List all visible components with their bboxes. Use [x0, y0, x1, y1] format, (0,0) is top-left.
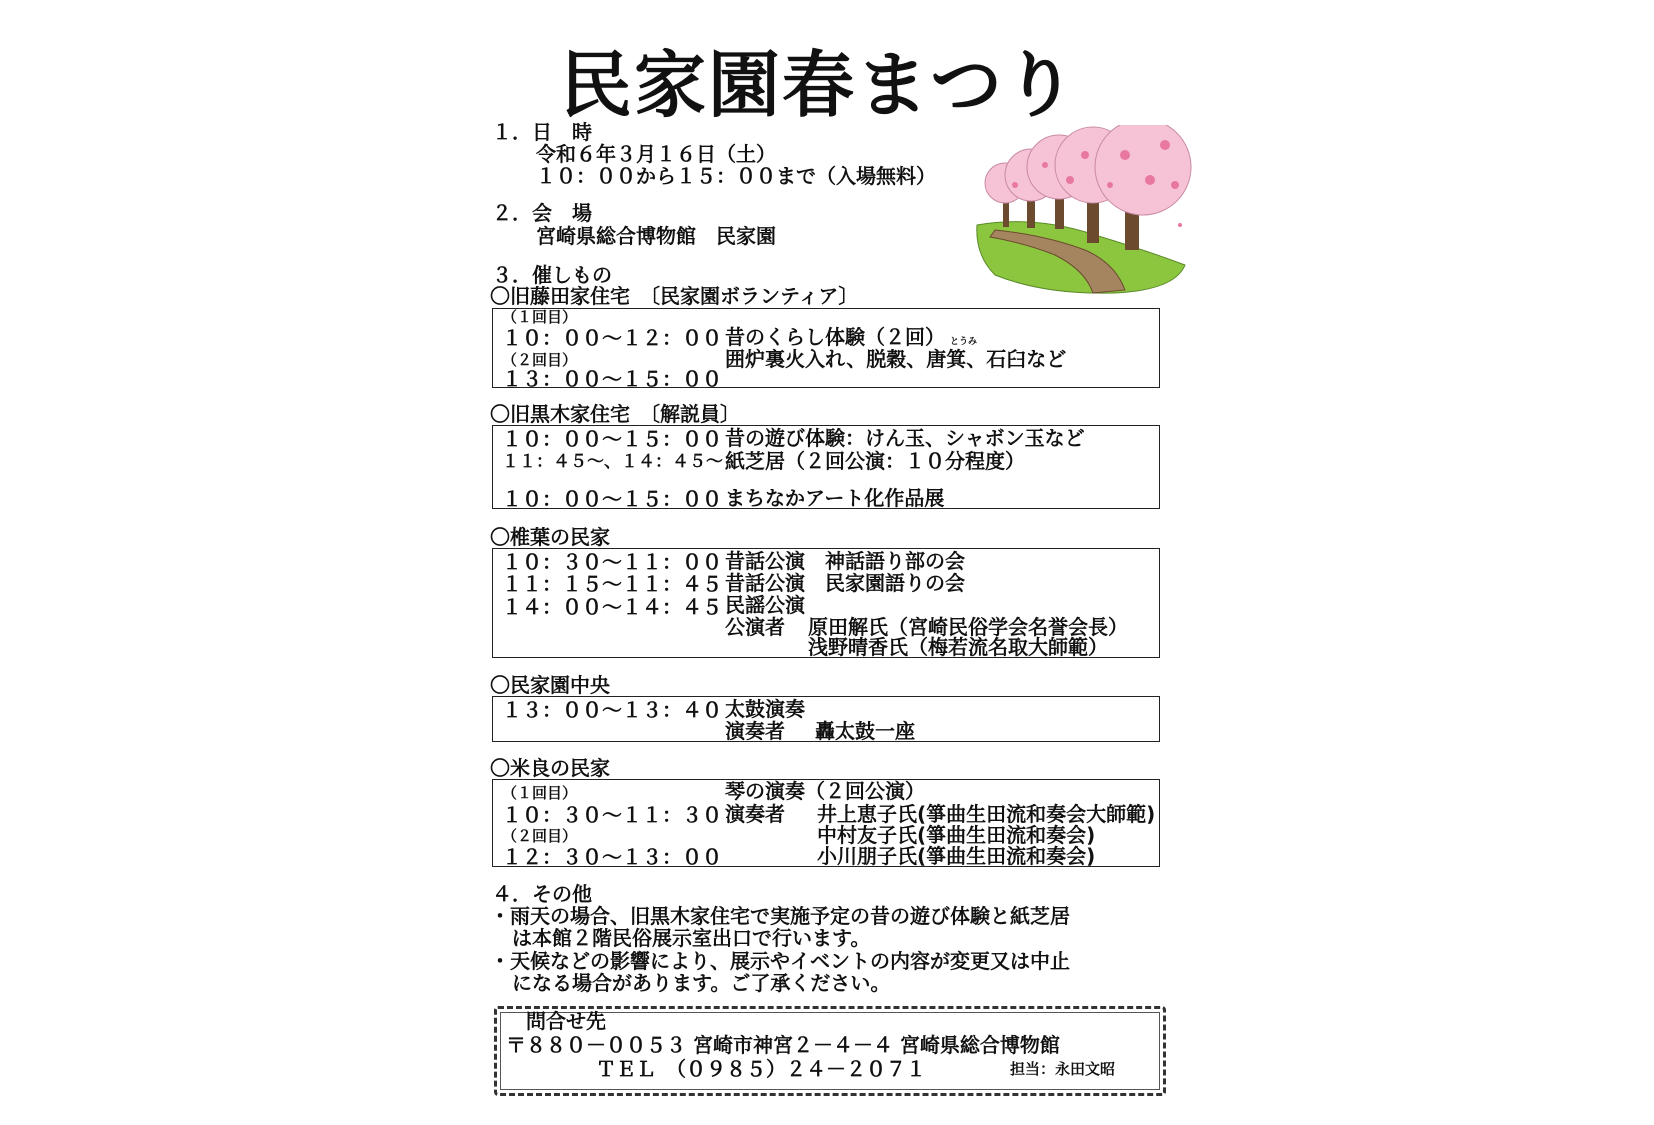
shiiba-performer-label: 公演者 [725, 615, 785, 639]
venue-place: 宮崎県総合博物館 民家園 [536, 224, 776, 248]
shiiba-time-2: １１：１５～１１：４５ [502, 572, 722, 596]
fujita-heading: 〇旧藤田家住宅 〔民家園ボランティア〕 [490, 284, 859, 308]
fujita-first-label: （１回目） [502, 308, 578, 326]
center-time-1: １３：００～１３：４０ [502, 698, 722, 722]
center-performer-label: 演奏者 [725, 719, 785, 743]
kuroki-time-2: １１：４５～、１４：４５～ [502, 452, 723, 472]
contact-heading: 問合せ先 [526, 1009, 606, 1033]
note-1-line-2: は本館２階民俗展示室出口で行います。 [512, 926, 871, 950]
kuroki-time-1: １０：００～１５：００ [502, 427, 722, 451]
shiiba-activity-1: 昔話公演 神話語り部の会 [725, 549, 965, 573]
shiiba-time-1: １０：３０～１１：００ [502, 550, 722, 574]
kuroki-activity-2: 紙芝居（２回公演：１０分程度） [725, 449, 1025, 473]
mera-second-label: （２回目） [502, 827, 578, 845]
events-heading: ３．催しもの [492, 263, 612, 287]
center-activity-1: 太鼓演奏 [725, 697, 805, 721]
mera-activity: 琴の演奏（２回公演） [725, 779, 925, 803]
shiiba-heading: 〇椎葉の民家 [490, 525, 610, 549]
datetime-heading: １．日 時 [492, 120, 592, 144]
cherry-blossom-trees-illustration [975, 125, 1215, 295]
kuroki-activity-1: 昔の遊び体験：けん玉、シャボン玉など [725, 426, 1085, 450]
fujita-second-time: １３：００～１５：００ [502, 367, 722, 391]
note-1-line-1: ・雨天の場合、旧黒木家住宅で実施予定の昔の遊び体験と紙芝居 [490, 904, 1070, 928]
contact-address: 〒８８０－００５３ 宮崎市神宮２－４－４ 宮崎県総合博物館 [506, 1033, 1060, 1057]
kuroki-activity-3: まちなかアート化作品展 [725, 486, 945, 510]
contact-tel: ＴＥＬ （０９８５）２４－２０７１ [596, 1057, 926, 1081]
event-date: 令和６年３月１６日（土） [536, 142, 776, 166]
mera-heading: 〇米良の民家 [490, 756, 610, 780]
fujita-ruby: とうみ [950, 337, 978, 347]
event-hours: １０：００から１５：００まで（入場無料） [536, 164, 936, 188]
other-heading: ４．その他 [492, 882, 592, 906]
note-2-line-1: ・天候などの影響により、展示やイベントの内容が変更又は中止 [490, 949, 1070, 973]
fujita-activity: 昔のくらし体験（２回） [725, 325, 945, 349]
venue-heading: ２．会 場 [492, 201, 592, 225]
mera-performer-label: 演奏者 [725, 802, 785, 826]
mera-performer-3: 小川朋子氏(箏曲生田流和奏会) [817, 844, 1096, 868]
mera-first-time: １０：３０～１１：３０ [502, 803, 722, 827]
mera-performer-2: 中村友子氏(箏曲生田流和奏会) [817, 823, 1096, 847]
fujita-second-label: （２回目） [502, 351, 578, 369]
contact-person: 担当：永田文昭 [1010, 1060, 1116, 1078]
mera-performer-1: 井上恵子氏(箏曲生田流和奏会大師範) [817, 802, 1156, 826]
shiiba-time-3: １４：００～１４：４５ [502, 595, 722, 619]
kuroki-time-3: １０：００～１５：００ [502, 487, 722, 511]
shiiba-activity-2: 昔話公演 民家園語りの会 [725, 571, 965, 595]
fujita-details: 囲炉裏火入れ、脱穀、唐箕、石臼など [725, 347, 1067, 371]
mera-first-label: （１回目） [502, 784, 578, 802]
kuroki-heading: 〇旧黒木家住宅 〔解説員〕 [490, 402, 740, 426]
shiiba-performer-2: 浅野晴香氏（梅若流名取大師範） [808, 635, 1108, 659]
center-heading: 〇民家園中央 [490, 673, 610, 697]
shiiba-performer-1: 原田解氏（宮崎民俗学会名誉会長） [808, 615, 1128, 639]
note-2-line-2: になる場合があります。ご了承ください。 [512, 971, 891, 995]
fujita-first-time: １０：００～１２：００ [502, 326, 722, 350]
page-title: 民家園春まつり [560, 43, 1079, 127]
center-performer-1: 轟太鼓一座 [815, 719, 915, 743]
shiiba-activity-3: 民謡公演 [725, 593, 805, 617]
mera-second-time: １２：３０～１３：００ [502, 845, 722, 869]
